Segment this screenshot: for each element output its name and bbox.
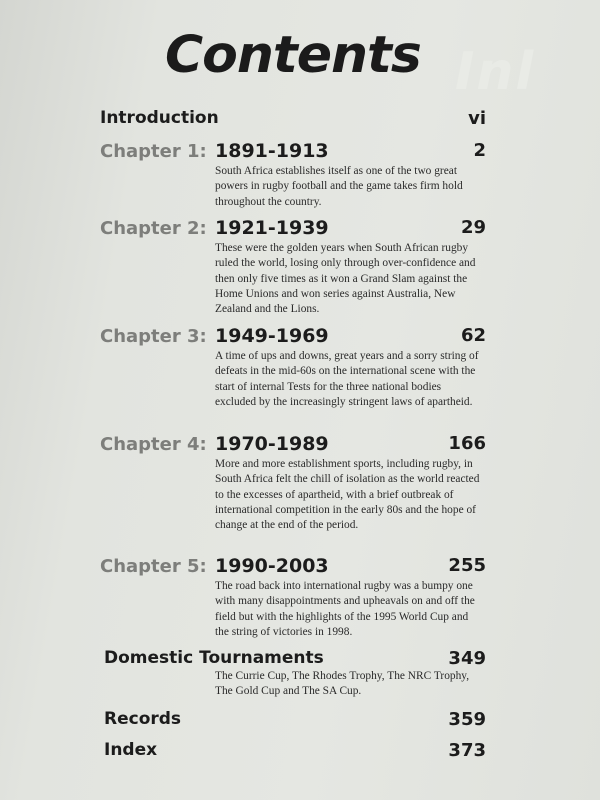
chapter-years: 1891-1913 [215,140,329,162]
domestic-label: Domestic Tournaments [104,648,324,668]
chapter-years: 1949-1969 [215,325,329,347]
chapter-description: South Africa establishes itself as one of the two great powers in rugby football and the game takes firm hold throughout the country. [215,165,463,208]
bleed-through-text: Inl [455,42,536,102]
records-label: Records [104,709,182,729]
records-page: 359 [448,709,486,730]
chapter-years: 1990-2003 [215,555,329,577]
chapter-page: 29 [460,217,486,238]
chapter-label: Chapter 3: [100,326,207,347]
introduction-label: Introduction [100,108,219,128]
index-label: Index [104,740,158,760]
chapter-page: 166 [448,433,486,454]
chapter-label: Chapter 4: [100,434,207,455]
chapter-years: 1921-1939 [215,217,329,239]
chapter-label: Chapter 5: [100,556,207,577]
index-page: 373 [448,740,486,761]
chapter-page: 255 [448,555,486,576]
chapter-page: 62 [460,325,486,346]
chapter-label: Chapter 2: [100,218,207,239]
chapter-page: 2 [473,140,486,161]
chapter-description: These were the golden years when South African rugby ruled the world, losing only through over-confidence and then only five times as it won a Grand Slam against the Home Unions and won series against Australia, New Zealand and the Lions. [215,242,476,316]
chapter-years: 1970-1989 [215,433,329,455]
chapter-description: More and more establishment sports, including rugby, in South Africa felt the chill of isolation as the world reacted to the excesses of apartheid, with a brief outbreak of international competition in the early 80s and the hope of change at the end of the period. [215,458,480,532]
page-title: Contents [165,26,421,85]
chapter-description: The road back into international rugby was a bumpy one with many disappointments and upheavals on and off the field but with the highlights of the 1995 World Cup and the string of victories in 1998. [215,580,475,638]
domestic-description: The Currie Cup, The Rhodes Trophy, The NRC Trophy, The Gold Cup and The SA Cup. [215,670,470,698]
domestic-page: 349 [448,648,486,669]
chapter-description: A time of ups and downs, great years and a sorry string of defeats in the mid-60s on the international scene with the start of internal Tests for the three national bodies excluded by the increasingly stringent laws of apartheid. [215,350,479,408]
introduction-page: vi [468,108,486,129]
chapter-label: Chapter 1: [100,141,207,162]
